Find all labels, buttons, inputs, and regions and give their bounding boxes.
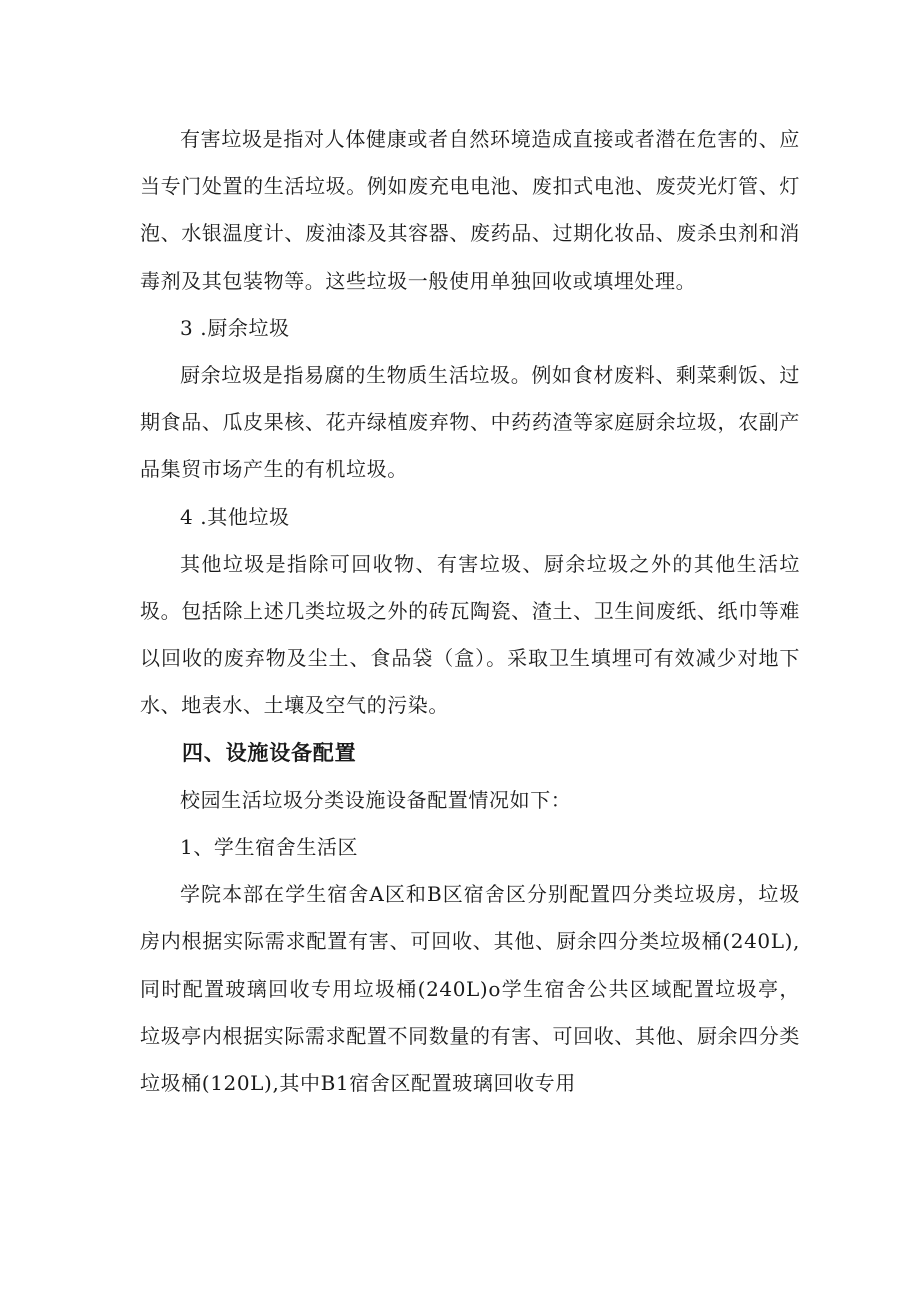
item-kitchen-waste-title: 3 .厨余垃圾: [180, 315, 290, 340]
paragraph-dormitory-area: 学院本部在学生宿舍A区和B区宿舍区分别配置四分类垃圾房，垃圾房内根据实际需求配置有害、可回收、其他、厨余四分类垃圾桶(240L),同时配置玻璃回收专用垃圾桶(240L)o学生宿舍公共区域配置垃圾亭，垃圾亭内根据实际需求配置不同数量的有害、可回收、其他、厨余四分类垃圾桶(120L),其中B1宿舍区配置玻璃回收专用: [140, 882, 800, 1096]
paragraph-facilities-intro: 校园生活垃圾分类设施设备配置情况如下：: [180, 787, 572, 812]
paragraph-other-waste: 其他垃圾是指除可回收物、有害垃圾、厨余垃圾之外的其他生活垃圾。包括除上述几类垃圾之外的砖瓦陶瓷、渣土、卫生间废纸、纸巾等难以回收的废弃物及尘土、食品袋（盒）。采取卫生填埋可有效减少对地下水、地表水、土壤及空气的污染。: [140, 551, 800, 718]
paragraph-hazardous-waste: 有害垃圾是指对人体健康或者自然环境造成直接或者潜在危害的、应当专门处置的生活垃圾。例如废充电电池、废扣式电池、废荧光灯管、灯泡、水银温度计、废油漆及其容器、废药品、过期化妆品、废杀虫剂和消毒剂及其包装物等。这些垃圾一般使用单独回收或填埋处理。: [140, 127, 800, 293]
item-dormitory-area-title: 1、学生宿舍生活区: [180, 835, 359, 860]
document-page: [140, 116, 800, 1107]
paragraph-kitchen-waste: 厨余垃圾是指易腐的生物质生活垃圾。例如食材废料、剩菜剩饭、过期食品、瓜皮果核、花卉绿植废弃物、中药药渣等家庭厨余垃圾，农副产品集贸市场产生的有机垃圾。: [140, 363, 800, 482]
item-other-waste-title: 4 .其他垃圾: [180, 504, 290, 529]
section-heading-facilities: 四、设施设备配置: [182, 740, 357, 765]
